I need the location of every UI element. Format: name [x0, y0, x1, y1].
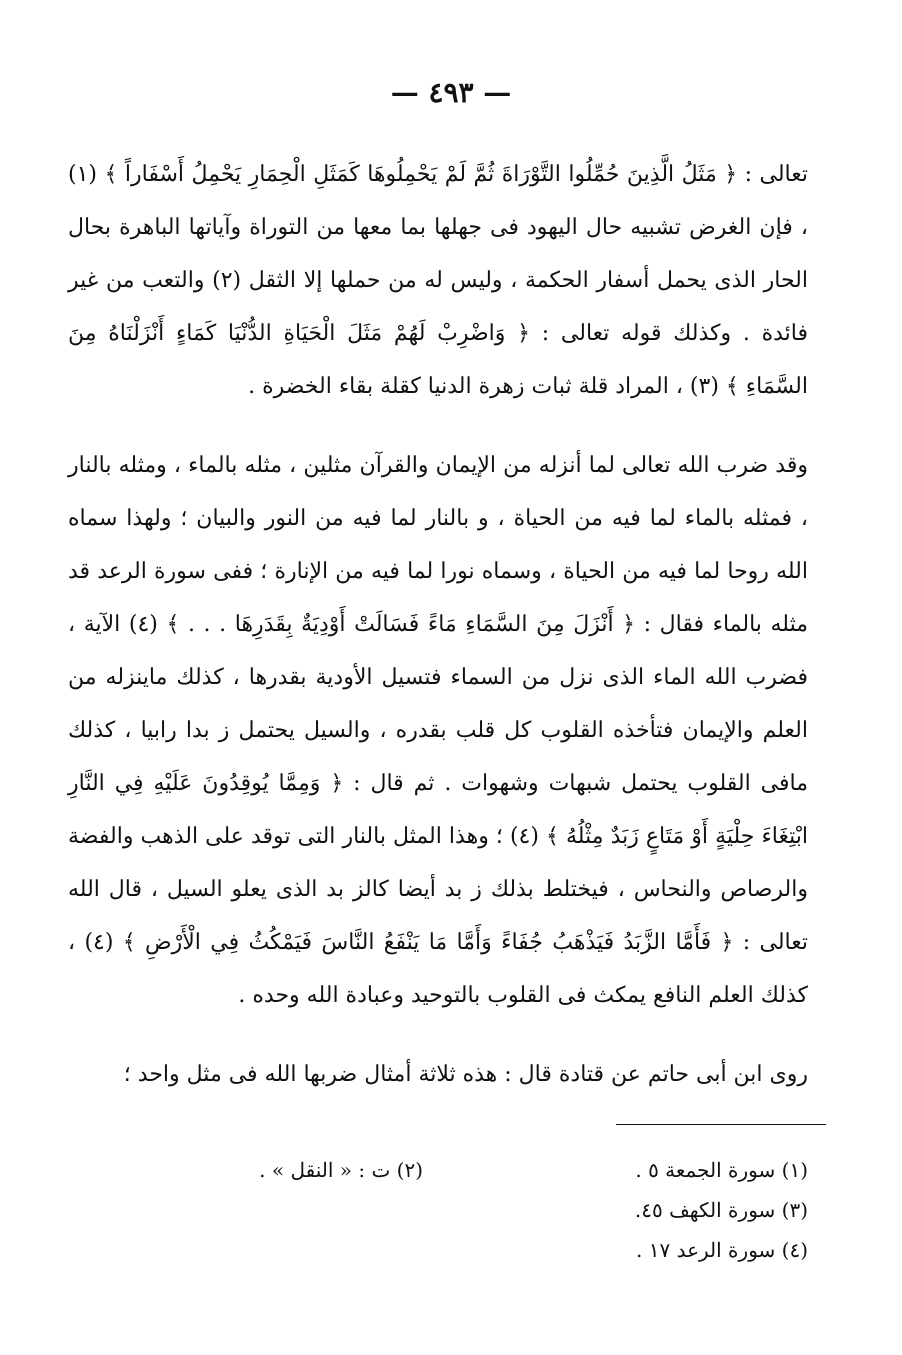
- footnote-divider: [616, 1124, 826, 1125]
- footnote-2: (٢) ت : « النقل » .: [259, 1158, 423, 1182]
- paragraph-2: وقد ضرب الله تعالى لما أنزله من الإيمان والقرآن مثلين ، مثله بالماء ، ومثله بالنار ، فمثله بالماء لما فيه من الحياة ، و بالنار لما فيه من النور والبيان ؛ ولهذا سماه الله روحا لما فيه من الحياة ، وسماه نورا لما فيه من الإنارة ؛ ففى سورة الرعد قد مثله بالماء فقال : ﴿ أَنْزَلَ مِنَ السَّمَاءِ مَاءً فَسَالَتْ أَوْدِيَةٌ بِقَدَرِهَا . . . ﴾ (٤) الآية ، فضرب الله الماء الذى نزل من السماء فتسيل الأودية بقدرها ، كذلك ماينزله من العلم والإيمان فتأخذه القلوب كل قلب بقدره ، والسيل يحتمل ز بدا رابيا ، كذلك مافى القلوب يحتمل شبهات وشهوات . ثم قال : ﴿ وَمِمَّا يُوقِدُونَ عَلَيْهِ فِي النَّارِ ابْتِغَاءَ حِلْيَةٍ أَوْ مَتَاعٍ زَبَدٌ مِثْلُهُ ﴾ (٤) ؛ وهذا المثل بالنار التى توقد على الذهب والفضة والرصاص والنحاس ، فيختلط بذلك ز بد أيضا كالز بد الذى يعلو السيل ، قال الله تعالى : ﴿ فَأَمَّا الزَّبَدُ فَيَذْهَبُ جُفَاءً وَأَمَّا مَا يَنْفَعُ النَّاسَ فَيَمْكُثُ فِي الْأَرْضِ ﴾ (٤) ، كذلك العلم النافع يمكث فى القلوب بالتوحيد وعبادة الله وحده .: [68, 453, 809, 1008]
- footnote-row: [68, 1150, 808, 1190]
- footnote-empty: [68, 1230, 453, 1270]
- paragraph-3: روى ابن أبى حاتم عن قتادة قال : هذه ثلاثة أمثال ضربها الله فى مثل واحد ؛: [123, 1062, 808, 1087]
- footnote-row: [68, 1190, 808, 1230]
- page-number: — ٤٩٣ —: [390, 76, 512, 109]
- footnote-1: (١) سورة الجمعة ٥ .: [635, 1158, 808, 1182]
- paragraph-1: تعالى : ﴿ مَثَلُ الَّذِينَ حُمِّلُوا التَّوْرَاةَ ثُمَّ لَمْ يَحْمِلُوهَا كَمَثَلِ الْحِمَارِ يَحْمِلُ أَسْفَاراً ﴾ (١) ، فإن الغرض تشبيه حال اليهود فى جهلها بما معها من التوراة وآياتها الباهرة بحال الحار الذى يحمل أسفار الحكمة ، وليس له من حملها إلا الثقل (٢) والتعب من غير فائدة . وكذلك قوله تعالى : ﴿ وَاضْرِبْ لَهُمْ مَثَلَ الْحَيَاةِ الدُّنْيَا كَمَاءٍ أَنْزَلْنَاهُ مِنَ السَّمَاءِ ﴾ (٣) ، المراد قلة ثبات زهرة الدنيا كقلة بقاء الخضرة .: [68, 162, 809, 399]
- footnotes: [68, 1150, 808, 1270]
- footnote-3: (٣) سورة الكهف ٤٥.: [634, 1198, 808, 1222]
- footnote-4: (٤) سورة الرعد ١٧ .: [636, 1238, 808, 1262]
- main-text: [68, 148, 808, 1101]
- footnote-empty: [68, 1190, 453, 1230]
- footnote-row: [68, 1230, 808, 1270]
